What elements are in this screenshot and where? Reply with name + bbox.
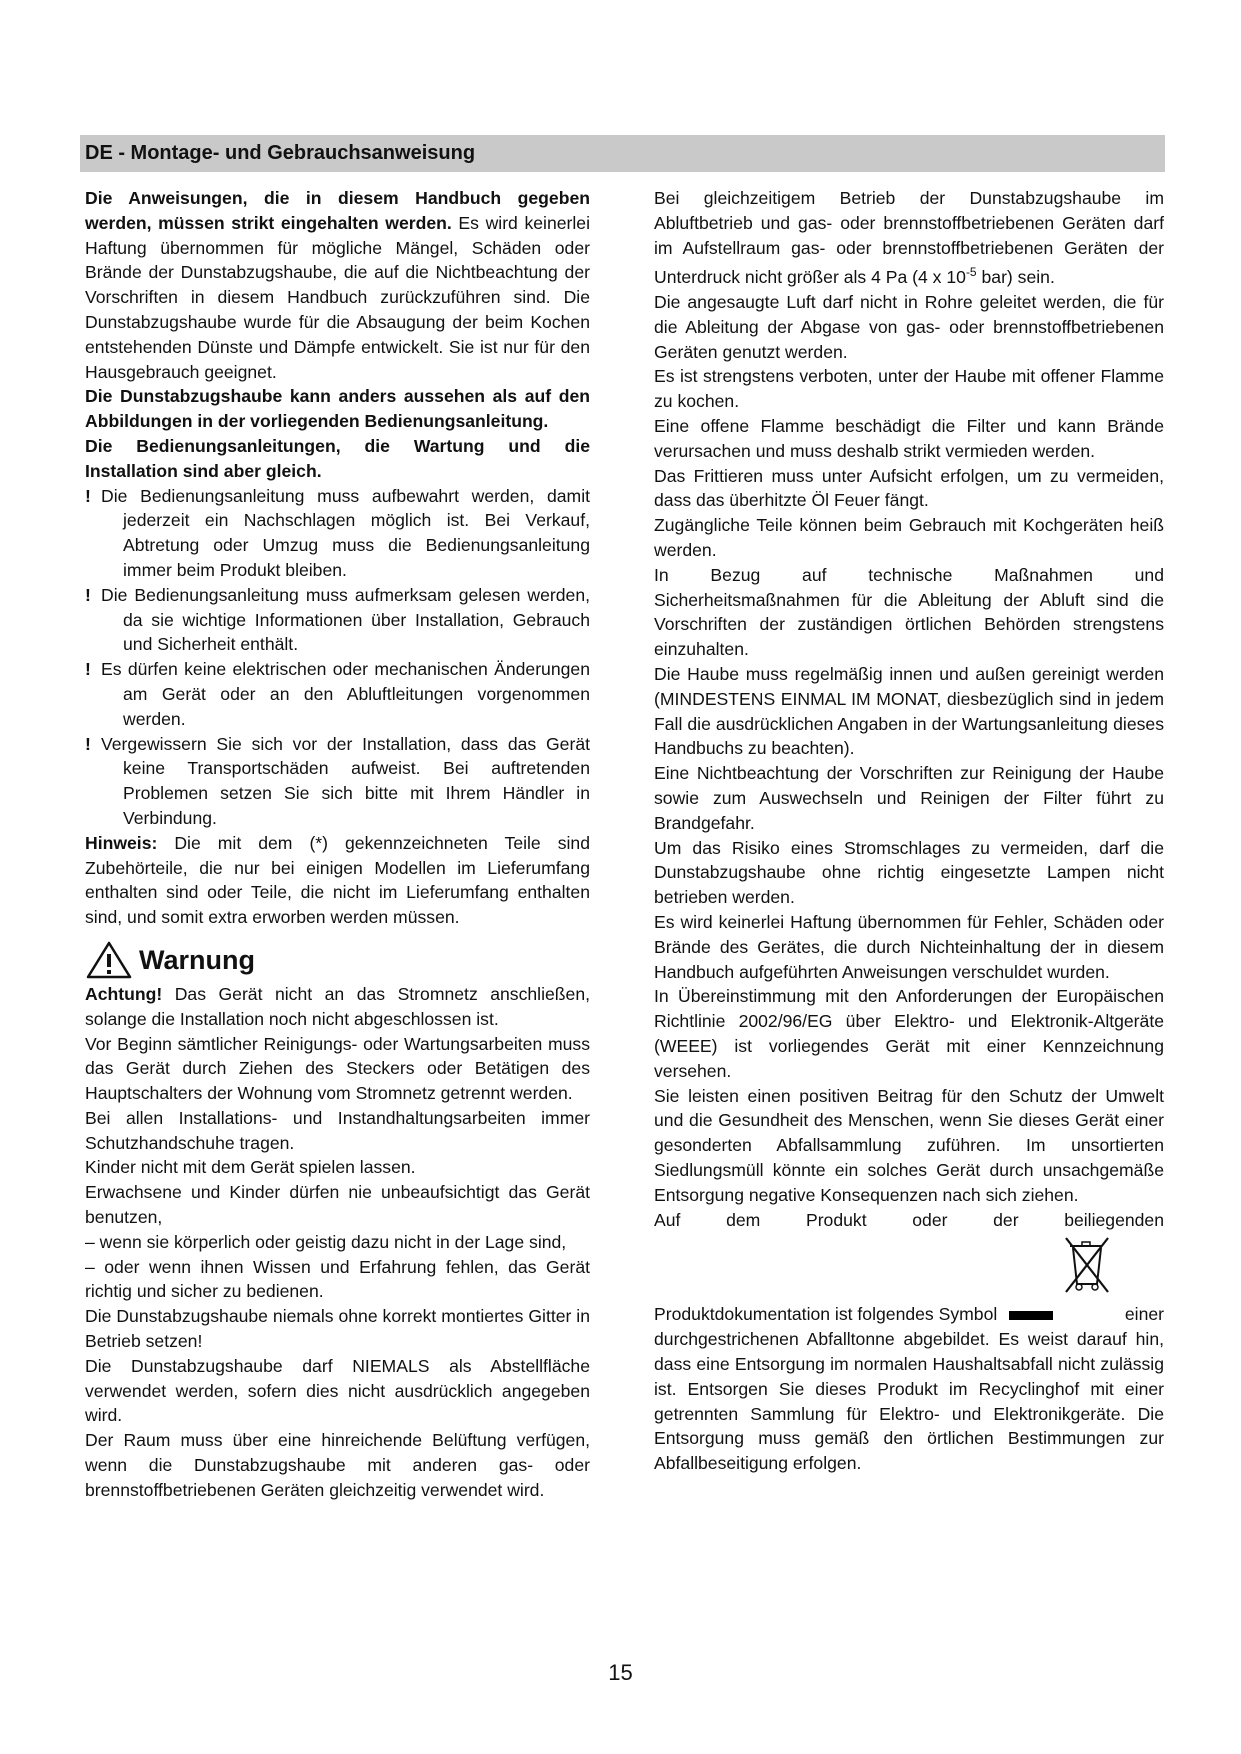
paragraph: Eine offene Flamme beschädigt die Filter und kann Brände verursachen und muss deshalb strikt vermieden werden. — [654, 416, 1164, 461]
achtung-text: Das Gerät nicht an das Stromnetz anschließen, solange die Installation noch nicht abgeschlossen ist. — [85, 983, 590, 1029]
exclamation-icon: ! — [85, 659, 91, 680]
intro-bold: Die Anweisungen, die in diesem Handbuch gegeben werden, müssen strikt eingehalten werden. — [85, 188, 590, 233]
exclamation-icon: ! — [85, 584, 91, 605]
weee-text: Produktdokumentation ist folgendes Symbol — [654, 1304, 998, 1325]
bullet-item — [85, 583, 590, 657]
paragraph: Die Haube muss regelmäßig innen und außen gereinigt werden (MINDESTENS EINMAL IM MONAT, diesbezüglich sind in jedem Fall die ausdrücklichen Angaben in der Wartungsanleitung dieses Handbuchs zu beachten). — [654, 664, 1164, 759]
right-column — [654, 186, 1164, 1476]
pressure-paragraph — [654, 186, 1164, 290]
paragraph: – wenn sie körperlich oder geistig dazu nicht in der Lage sind, — [85, 1231, 567, 1252]
weee-symbol-area — [654, 1232, 1164, 1302]
paragraph: Erwachsene und Kinder dürfen nie unbeaufsichtigt das Gerät benutzen, — [85, 1182, 590, 1228]
paragraph: Die Dunstabzugshaube darf NIEMALS als Abstellfläche verwendet werden, sofern dies nicht ausdrücklich angegeben wird. — [85, 1355, 590, 1426]
hinweis-paragraph — [85, 831, 590, 930]
paragraph: In Übereinstimmung mit den Anforderungen der Europäischen Richtlinie 2002/96/EG über Elektro- und Elektronik-Altgeräte (WEEE) ist vorliegendes Gerät mit einer Kennzeichnung versehen. — [654, 986, 1164, 1081]
warning-heading — [85, 940, 590, 980]
weee-rest: durchgestrichenen Abfalltonne abgebildet. Es weist darauf hin, dass eine Entsorgung im normalen Haushaltsabfall nicht zulässig ist. Entsorgen Sie dieses Produkt im Recyclinghof mit einer getrennten Sammlung für Elektro- und Elektronikgeräte. Die Entsorgung muss gemäß den örtlichen Bestimmungen zur Abfallbeseitigung erfolgen. — [654, 1329, 1164, 1474]
weee-text-end: einer — [1124, 1304, 1164, 1325]
bullet-text: Die Bedienungsanleitung muss aufmerksam gelesen werden, da sie wichtige Informationen über Installation, Gebrauch und Sicherheit enthält. — [101, 584, 590, 655]
paragraph: Es wird keinerlei Haftung übernommen für Fehler, Schäden oder Brände des Gerätes, die durch Nichteinhaltung der in diesem Handbuch aufgeführten Anweisungen verschuldet wurden. — [654, 911, 1164, 982]
achtung-label: Achtung! — [85, 983, 163, 1004]
bullet-text: Die Bedienungsanleitung muss aufbewahrt werden, damit jederzeit ein Nachschlagen möglich ist. Bei Verkauf, Abtretung oder Umzug muss die Bedienungsanleitung immer beim Produkt bleiben. — [101, 485, 590, 580]
crossed-out-bin-icon — [1064, 1234, 1112, 1296]
paragraph: Um das Risiko eines Stromschlages zu vermeiden, darf die Dunstabzugshaube ohne richtig eingesetzte Lampen nicht betrieben werden. — [654, 837, 1164, 908]
weee-line-1: Auf dem Produkt oder der beiliegenden — [654, 1209, 1164, 1230]
paragraph: Eine Nichtbeachtung der Vorschriften zur Reinigung der Haube sowie zum Auswechseln und Reinigen der Filter führt zu Brandgefahr. — [654, 763, 1164, 833]
achtung-paragraph — [85, 982, 590, 1032]
bold-note-2: Die Bedienungsanleitungen, die Wartung und die Installation sind aber gleich. — [85, 435, 590, 481]
hinweis-label: Hinweis: — [85, 832, 158, 853]
pressure-text-end: bar) sein. — [976, 267, 1055, 288]
left-column — [85, 186, 590, 1503]
warning-triangle-icon — [85, 940, 133, 980]
paragraph: Der Raum muss über eine hinreichende Belüftung verfügen, wenn die Dunstabzugshaube mit anderen gas- oder brennstoffbetriebenen Geräten gleichzeitig verwendet wird. — [85, 1430, 590, 1500]
intro-text: Es wird keinerlei Haftung übernommen für mögliche Mängel, Schäden oder Brände der Dunstabzugshaube, die auf die Nichtbeachtung der Vorschriften in diesem Handbuch zurückzuführen sind. Die Dunstabzugshaube wurde für die Absaugung der beim Kochen entstehenden Dünste und Dämpfe entwickelt. Sie ist nur für den Hausgebrauch geeignet. — [85, 212, 590, 382]
weee-line-2 — [654, 1302, 1164, 1327]
bullet-text: Vergewissern Sie sich vor der Installation, dass das Gerät keine Transportschäden aufweist. Bei auftretenden Problemen setzen Sie sich bitte mit Ihrem Händler in Verbindung. — [101, 733, 590, 828]
section-title: DE - Montage- und Gebrauchsanweisung — [85, 142, 476, 164]
bullet-item — [85, 732, 590, 831]
paragraph: Sie leisten einen positiven Beitrag für den Schutz der Umwelt und die Gesundheit des Menschen, wenn Sie dieses Gerät einer gesonderten Abfallsammlung zuführen. Im unsortierten Siedlungsmüll könnte ein solches Gerät durch unsachgemäße Entsorgung negative Konsequenzen nach sich ziehen. — [654, 1085, 1164, 1205]
paragraph: – oder wenn ihnen Wissen und Erfahrung fehlen, das Gerät richtig und sicher zu bedienen. — [85, 1256, 590, 1302]
exponent: -5 — [965, 265, 977, 280]
intro-paragraph — [85, 186, 590, 384]
paragraph: Das Frittieren muss unter Aufsicht erfolgen, um zu vermeiden, dass das überhitzte Öl Feuer fängt. — [654, 465, 1164, 511]
bullet-item — [85, 657, 590, 731]
paragraph: Die angesaugte Luft darf nicht in Rohre geleitet werden, die für die Ableitung der Abgase von gas- oder brennstoffbetriebenen Geräten genutzt werden. — [654, 292, 1164, 362]
paragraph: Zugängliche Teile können beim Gebrauch mit Kochgeräten heiß werden. — [654, 515, 1164, 561]
paragraph: Bei allen Installations- und Instandhaltungsarbeiten immer Schutzhandschuhe tragen. — [85, 1107, 590, 1153]
hinweis-text: Die mit dem (*) gekennzeichneten Teile sind Zubehörteile, die nur bei einigen Modellen im Lieferumfang enthalten sind oder Teile, die nicht im Lieferumfang enthalten sind, und somit extra erworben werden müssen. — [85, 832, 590, 928]
page-number: 15 — [608, 1660, 633, 1685]
bullet-item — [85, 484, 590, 583]
section-header — [80, 135, 1165, 172]
paragraph: Es ist strengstens verboten, unter der Haube mit offener Flamme zu kochen. — [654, 366, 1164, 412]
paragraph: In Bezug auf technische Maßnahmen und Sicherheitsmaßnahmen für die Ableitung der Abluft sind die Vorschriften der zuständigen örtlichen Behörden strengstens einzuhalten. — [654, 564, 1164, 660]
pressure-text: Bei gleichzeitigem Betrieb der Dunstabzugshaube im Abluftbetrieb und gas- oder brennstoffbetriebenen Geräten darf im Aufstellraum gas- oder brennstoffbetriebenen Geräten der Unterdruck nicht größer als 4 Pa (4 x 10 — [654, 188, 1164, 288]
black-bar-icon — [1009, 1311, 1053, 1320]
bold-note-1: Die Dunstabzugshaube kann anders aussehen als auf den Abbildungen in der vorliegenden Bedienungsanleitung. — [85, 386, 590, 432]
paragraph: Kinder nicht mit dem Gerät spielen lassen. — [85, 1157, 416, 1178]
exclamation-icon: ! — [85, 733, 91, 754]
warning-title: Warnung — [139, 944, 255, 975]
paragraph: Die Dunstabzugshaube niemals ohne korrekt montiertes Gitter in Betrieb setzen! — [85, 1306, 590, 1352]
bullet-text: Es dürfen keine elektrischen oder mechanischen Änderungen am Gerät oder an den Abluftleitungen vorgenommen werden. — [101, 659, 590, 729]
paragraph: Vor Beginn sämtlicher Reinigungs- oder Wartungsarbeiten muss das Gerät durch Ziehen des Steckers oder Betätigen des Hauptschalters der Wohnung vom Stromnetz getrennt werden. — [85, 1033, 590, 1104]
exclamation-icon: ! — [85, 485, 91, 506]
